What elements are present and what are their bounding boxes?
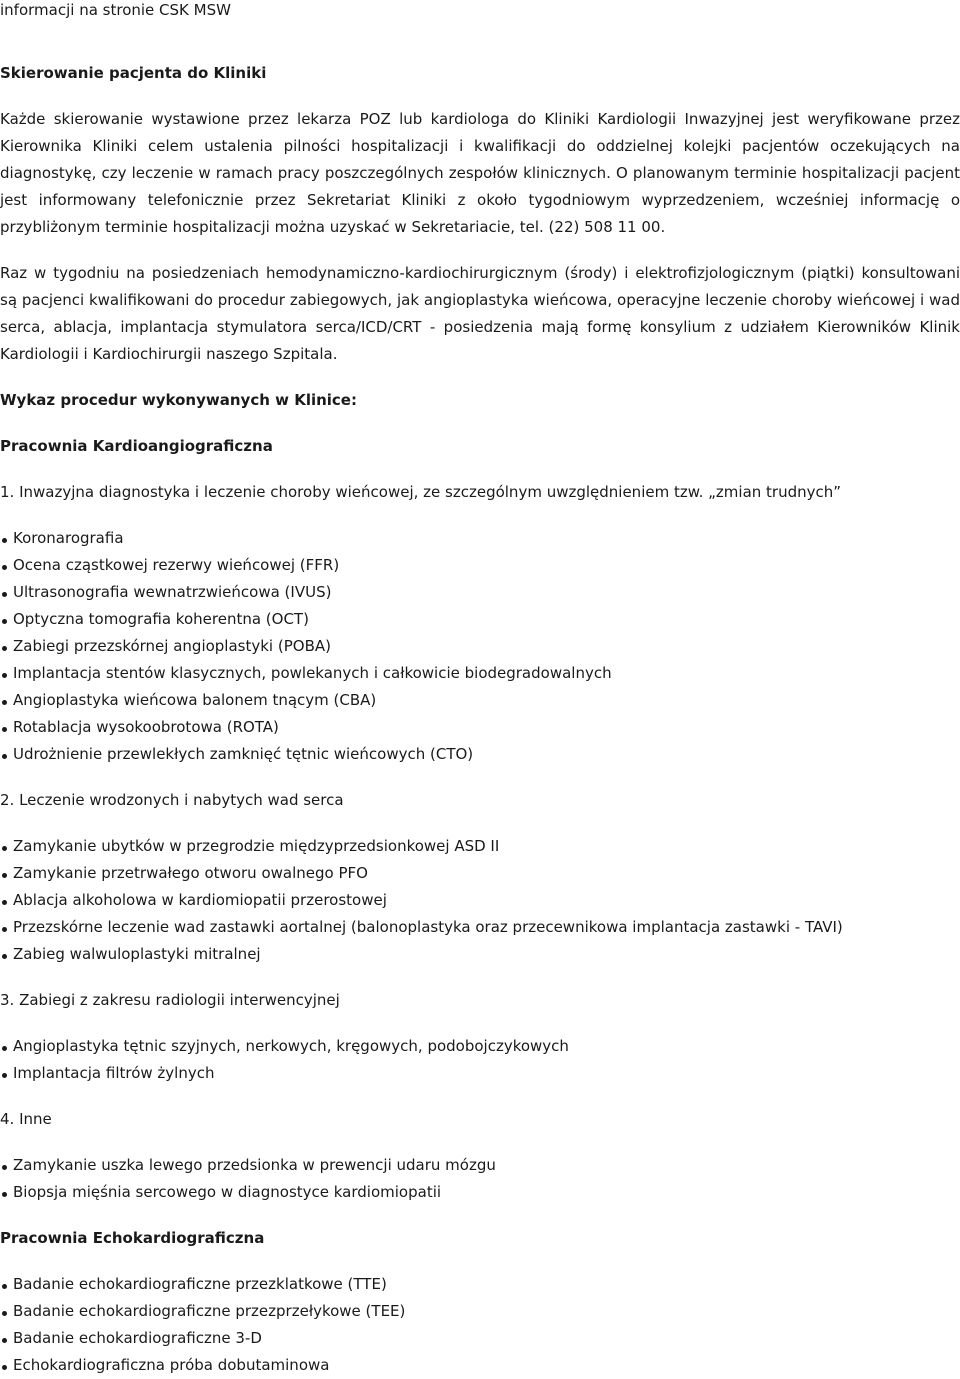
list-item: Ocena cząstkowej rezerwy wieńcowej (FFR) (0, 552, 960, 579)
list-item: Zamykanie przetrwałego otworu owalnego PFO (0, 860, 960, 887)
list-item: Udrożnienie przewlekłych zamknięć tętnic wieńcowych (CTO) (0, 741, 960, 768)
list-item: Zabiegi przezskórnej angioplastyki (POBA) (0, 633, 960, 660)
list-item: Ablacja alkoholowa w kardiomiopatii przerostowej (0, 887, 960, 914)
list-item: Implantacja stentów klasycznych, powlekanych i całkowicie biodegradowalnych (0, 660, 960, 687)
section-4-list (0, 1152, 960, 1206)
list-item: Badanie echokardiograficzne przezklatkowe (TTE) (0, 1271, 960, 1298)
list-item: Przezskórne leczenie wad zastawki aortalnej (balonoplastyka oraz przecewnikowa implantacja zastawki - TAVI) (0, 914, 960, 941)
list-item: Zamykanie ubytków w przegrodzie międzyprzedsionkowej ASD II (0, 833, 960, 860)
list-item: Badanie echokardiograficzne przezprzełykowe (TEE) (0, 1298, 960, 1325)
section-2-list (0, 833, 960, 968)
heading-procedures: Wykaz procedur wykonywanych w Klinice: (0, 391, 357, 409)
list-item: Ultrasonografia wewnatrzwieńcowa (IVUS) (0, 579, 960, 606)
section-3-title: 3. Zabiegi z zakresu radiologii interwencyjnej (0, 991, 340, 1009)
list-item: Angioplastyka tętnic szyjnych, nerkowych, kręgowych, podobojczykowych (0, 1033, 960, 1060)
list-item: Rotablacja wysokoobrotowa (ROTA) (0, 714, 960, 741)
section-4-title: 4. Inne (0, 1110, 52, 1128)
list-item: Angioplastyka wieńcowa balonem tnącym (CBA) (0, 687, 960, 714)
section-1-title: 1. Inwazyjna diagnostyka i leczenie choroby wieńcowej, ze szczególnym uwzględnieniem tzw. „zmian trudnych” (0, 483, 842, 501)
heading-cath-lab: Pracownia Kardioangiograficzna (0, 437, 273, 455)
list-item: Zabieg walwuloplastyki mitralnej (0, 941, 960, 968)
heading-echo-lab: Pracownia Echokardiograficzna (0, 1229, 265, 1247)
heading-referral: Skierowanie pacjenta do Kliniki (0, 64, 267, 82)
list-item: Koronarografia (0, 525, 960, 552)
list-item: Implantacja filtrów żylnych (0, 1060, 960, 1087)
intro-text: informacji na stronie CSK MSW (0, 1, 231, 19)
list-item: Zamykanie uszka lewego przedsionka w prewencji udaru mózgu (0, 1152, 960, 1179)
echo-list (0, 1271, 960, 1379)
list-item: Biopsja mięśnia sercowego w diagnostyce kardiomiopatii (0, 1179, 960, 1206)
section-2-title: 2. Leczenie wrodzonych i nabytych wad serca (0, 791, 344, 809)
list-item: Echokardiograficzna próba dobutaminowa (0, 1352, 960, 1379)
section-1-list (0, 525, 960, 768)
list-item: Optyczna tomografia koherentna (OCT) (0, 606, 960, 633)
paragraph-referral: Każde skierowanie wystawione przez lekarza POZ lub kardiologa do Kliniki Kardiologii Inwazyjnej jest weryfikowane przez Kierownika Kliniki celem ustalenia pilności hospitalizacji i kwalifikacji do oddzielnej kolejki pacjentów oczekujących na diagnostykę, czy leczenie w ramach pracy poszczególnych zespołów klinicznych. O planowanym terminie hospitalizacji pacjent jest informowany telefonicznie przez Sekretariat Kliniki z około tygodniowym wyprzedzeniem, wcześniej informację o przybliżonym terminie hospitalizacji można uzyskać w Sekretariacie, tel. (22) 508 11 00. (0, 110, 960, 236)
section-3-list (0, 1033, 960, 1087)
list-item: Badanie echokardiograficzne 3-D (0, 1325, 960, 1352)
paragraph-consilium: Raz w tygodniu na posiedzeniach hemodynamiczno-kardiochirurgicznym (środy) i elektrofizjologicznym (piątki) konsultowani są pacjenci kwalifikowani do procedur zabiegowych, jak angioplastyka wieńcowa, operacyjne leczenie choroby wieńcowej i wad serca, ablacja, implantacja stymulatora serca/ICD/CRT - posiedzenia mają formę konsylium z udziałem Kierowników Klinik Kardiologii i Kardiochirurgii naszego Szpitala. (0, 264, 960, 363)
